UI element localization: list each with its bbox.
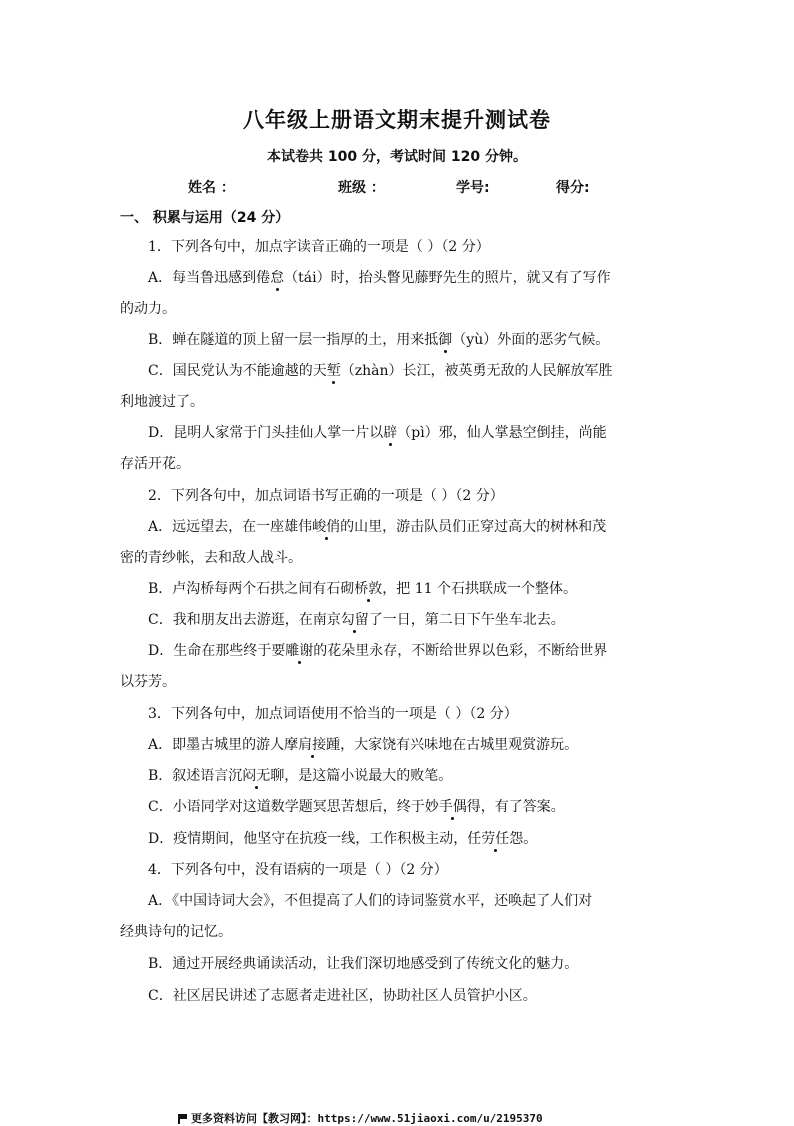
emphasis-dot-text: 峻俏: [312, 519, 341, 535]
question-3-stem: 3．下列各句中，加点词语使用不恰当的一项是（ ）（2 分）: [148, 706, 518, 722]
student-info-row: [0, 177, 794, 197]
q1-option-a: A．每当鲁迅感到倦怠（tái）时，抬头瞥见藤野先生的照片，就又有了写作: [148, 270, 611, 286]
emphasis-dot-text: 雕谢: [285, 643, 314, 659]
q3-option-b: B．叙述语言沉闷无聊，是这篇小说最大的败笔。: [148, 768, 453, 784]
page-title: 八年级上册语文期末提升测试卷: [243, 108, 551, 132]
q3-option-a: A．即墨古城里的游人摩肩接踵，大家饶有兴味地在古城里观赏游玩。: [148, 737, 579, 753]
q1-option-b: B．蝉在隧道的顶上留一层一指厚的土，用来抵御（yù）外面的恶劣气候。: [148, 332, 610, 348]
footer-text: 更多资料访问【教习网】：https://www.51jiaoxi.com/u/2195370: [191, 1112, 543, 1125]
emphasis-dot-text: 怠: [270, 270, 285, 286]
flag-icon: [178, 1114, 187, 1123]
q3-option-c: C．小语同学对这道数学题冥思苦想后，终于妙手偶得，有了答案。: [148, 799, 565, 815]
question-4-stem: 4．下列各句中，没有语病的一项是（ ）（2 分）: [148, 862, 448, 878]
q2-option-d-cont: 以芬芳。: [120, 674, 176, 690]
q2-option-a: A．远远望去，在一座雄伟峻俏的山里，游击队员们正穿过高大的树林和茂: [148, 519, 607, 535]
q1-option-c: C．国民党认为不能逾越的天堑（zhàn）长江，被英勇无敌的人民解放军胜: [148, 363, 613, 379]
q2-option-d: D．生命在那些终于要雕谢的花朵里永存，不断给世界以色彩，不断给世界: [148, 643, 608, 659]
emphasis-dot-text: 勾留: [340, 612, 369, 628]
emphasis-dot-text: 堑: [326, 363, 341, 379]
score-label: 得分:: [556, 180, 590, 196]
emphasis-dot-text: 御: [438, 332, 453, 348]
q4-option-a-cont: 经典诗句的记忆。: [120, 924, 232, 940]
emphasis-dot-text: 桥敦: [354, 581, 383, 597]
section-heading: 一、 积累与运用（24 分）: [120, 210, 290, 226]
q4-option-b: B．通过开展经典诵读活动，让我们深切地感受到了传统文化的魅力。: [148, 956, 579, 972]
q1-option-c-cont: 利地渡过了。: [120, 394, 204, 410]
question-2-stem: 2．下列各句中，加点词语书写正确的一项是（ ）（2 分）: [148, 488, 504, 504]
q2-option-a-cont: 密的青纱帐，去和敌人战斗。: [120, 550, 302, 566]
emphasis-dot-text: 沉闷无聊: [228, 768, 285, 784]
number-label: 学号:: [456, 180, 490, 196]
q1-option-a-cont: 的动力。: [120, 301, 176, 317]
question-1-stem: 1．下列各句中，加点字读音正确的一项是（ ）（2 分）: [148, 239, 490, 255]
emphasis-dot-text: 任劳任怨: [467, 831, 524, 847]
name-label: 姓名 ：: [188, 180, 235, 196]
q4-option-a: A．《中国诗词大会》，不但提高了人们的诗词鉴赏水平，还唤起了人们对: [148, 893, 593, 909]
q2-option-b: B．卢沟桥每两个石拱之间有石砌桥敦，把 11 个石拱联成一个整体。: [148, 581, 578, 597]
q3-option-d: D．疫情期间，他坚守在抗疫一线，工作积极主动，任劳任怨。: [148, 831, 538, 847]
q4-option-c: C．社区居民讲述了志愿者走进社区，协助社区人员管护小区。: [148, 988, 537, 1004]
q1-option-d-cont: 存活开花。: [120, 456, 190, 472]
emphasis-dot-text: 妙手偶得: [424, 799, 481, 815]
q1-option-d: D．昆明人家常于门头挂仙人掌一片以辟（pì）邪，仙人掌悬空倒挂，尚能: [148, 425, 607, 441]
class-label: 班级 ：: [338, 180, 385, 196]
emphasis-dot-text: 摩肩接踵: [284, 737, 341, 753]
emphasis-dot-text: 辟: [383, 425, 398, 441]
q2-option-c: C．我和朋友出去游逛，在南京勾留了一日，第二日下午坐车北去。: [148, 612, 565, 628]
exam-subtitle: 本试卷共 100 分，考试时间 120 分钟。: [267, 149, 527, 165]
